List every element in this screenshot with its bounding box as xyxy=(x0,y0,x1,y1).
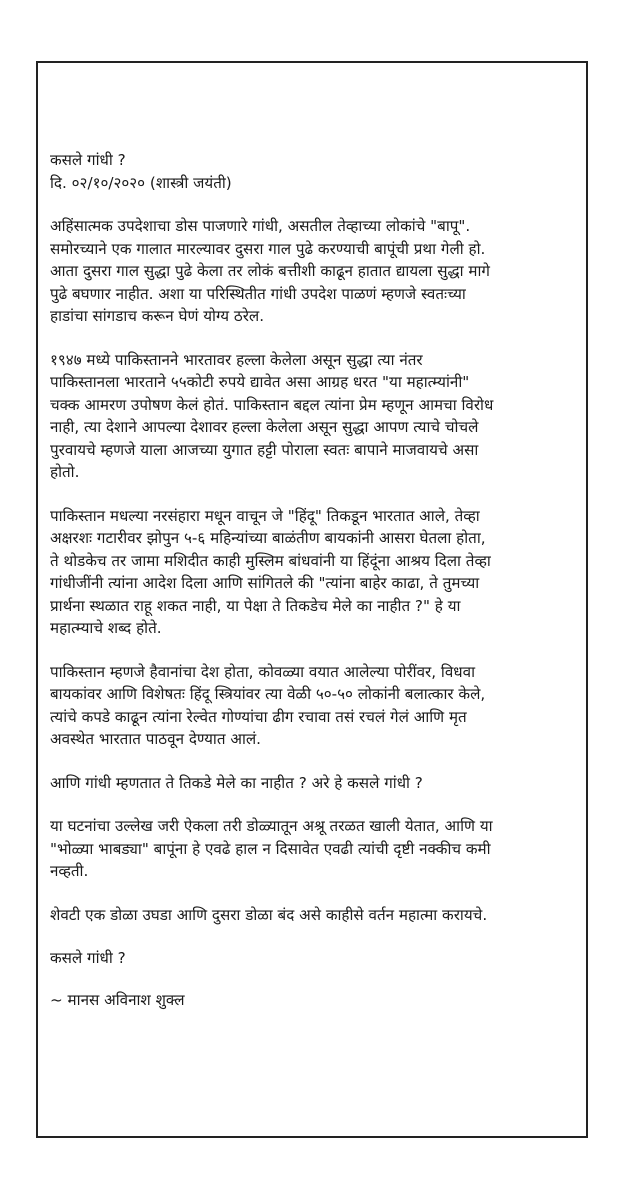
paragraph-6 xyxy=(50,815,576,883)
text-line: आणि गांधी म्हणतात ते तिकडे मेले का नाहीत ? अरे हे कसले गांधी ? xyxy=(50,773,423,792)
text-line: पाकिस्तान मधल्या नरसंहारा मधून वाचून जे "हिंदू" तिकडून भारतात आले, तेव्हा xyxy=(50,506,480,525)
text-line: पाकिस्तान म्हणजे हैवानांचा देश होता, कोवळ्या वयात आलेल्या पोरींवर, विधवा xyxy=(50,662,475,681)
text-line: १९४७ मध्ये पाकिस्तानने भारतावर हल्ला केलेला असून सुद्धा त्या नंतर xyxy=(50,350,423,369)
text-line: नाही, त्या देशाने आपल्या देशावर हल्ला केलेला असून सुद्धा आपण त्याचे चोचले xyxy=(50,418,479,436)
text-line: होतो. xyxy=(50,463,80,481)
text-line: पुढे बघणार नाहीत. अशा या परिस्थितीत गांधी उपदेश पाळणं म्हणजे स्वतःच्या xyxy=(50,284,466,303)
text-line: गांधीजींनी त्यांना आदेश दिला आणि सांगितले की "त्यांना बाहेर काढा, ते तुमच्या xyxy=(50,574,480,592)
paragraph-4 xyxy=(50,661,576,751)
text-line: आता दुसरा गाल सुद्धा पुढे केला तर लोकं बत्तीशी काढून हातात द्यायला सुद्धा मागे xyxy=(50,262,490,280)
text-line: बायकांवर आणि विशेषतः हिंदू स्त्रियांवर त्या वेळी ५०-५० लोकांनी बलात्कार केले, xyxy=(50,685,486,703)
text-line: अवस्थेत भारतात पाठवून देण्यात आलं. xyxy=(50,730,261,748)
paragraph-5 xyxy=(50,772,576,795)
signature: ~ मानस अविनाश शुक्ल xyxy=(50,990,185,1009)
document-frame xyxy=(36,61,588,1138)
paragraph-3 xyxy=(50,505,576,640)
text-line: पाकिस्तानला भारताने ५५कोटी रुपये द्यावेत असा आग्रह धरत "या महात्म्यांनी" xyxy=(50,373,470,391)
text-line: "भोळ्या भाबड्या" बापूंना हे एवढे हाल न दिसावेत एवढी त्यांची दृष्टी नक्कीच कमी xyxy=(50,839,491,858)
document-date: दि. ०२/१०/२०२० (शास्त्री जयंती) xyxy=(50,173,232,192)
text-line: अक्षरशः गटारीवर झोपुन ५-६ महिन्यांच्या बाळंतीण बायकांनी आसरा घेतला होता, xyxy=(50,529,486,547)
text-line: त्यांचे कपडे काढून त्यांना रेल्वेत गोण्यांचा ढीग रचावा तसं रचलं गेलं आणि मृत xyxy=(50,707,467,726)
paragraph-2 xyxy=(50,349,576,484)
paragraph-1 xyxy=(50,215,576,328)
text-line: चक्क आमरण उपोषण केलं होतं. पाकिस्तान बद्दल त्यांना प्रेम म्हणून आमचा विरोध xyxy=(50,395,494,414)
closing-line: कसले गांधी ? xyxy=(50,949,126,967)
text-line: नव्हती. xyxy=(50,862,89,880)
text-line: शेवटी एक डोळा उघडा आणि दुसरा डोळा बंद असे काहीसे वर्तन महात्मा करायचे. xyxy=(50,905,488,924)
text-line: ते थोडकेच तर जामा मशिदीत काही मुस्लिम बांधवांनी या हिंदूंना आश्रय दिला तेव्हा xyxy=(50,551,491,570)
text-line: पुरवायचे म्हणजे याला आजच्या युगात हट्टी पोराला स्वतः बापाने माजवायचे असा xyxy=(50,440,479,459)
text-line: अहिंसात्मक उपदेशाचा डोस पाजणारे गांधी, असतील तेव्हाच्या लोकांचे "बापू". xyxy=(50,217,471,235)
document-body xyxy=(50,149,576,1011)
text-line: समोरच्याने एक गालात मारल्यावर दुसरा गाल पुढे करण्याची बापूंची प्रथा गेली हो. xyxy=(50,239,486,258)
paragraph-7 xyxy=(50,904,576,927)
text-line: या घटनांचा उल्लेख जरी ऐकला तरी डोळ्यातून अश्रू तरळत खाली येतात, आणि या xyxy=(50,817,493,835)
document-title: कसले गांधी ? xyxy=(50,151,126,169)
text-line: हाडांचा सांगडाच करून घेणं योग्य ठरेल. xyxy=(50,307,265,325)
text-line: महात्म्याचे शब्द होते. xyxy=(50,619,162,637)
text-line: प्रार्थना स्थळात राहू शकत नाही, या पेक्षा ते तिकडेच मेले का नाहीत ?" हे या xyxy=(50,596,461,615)
